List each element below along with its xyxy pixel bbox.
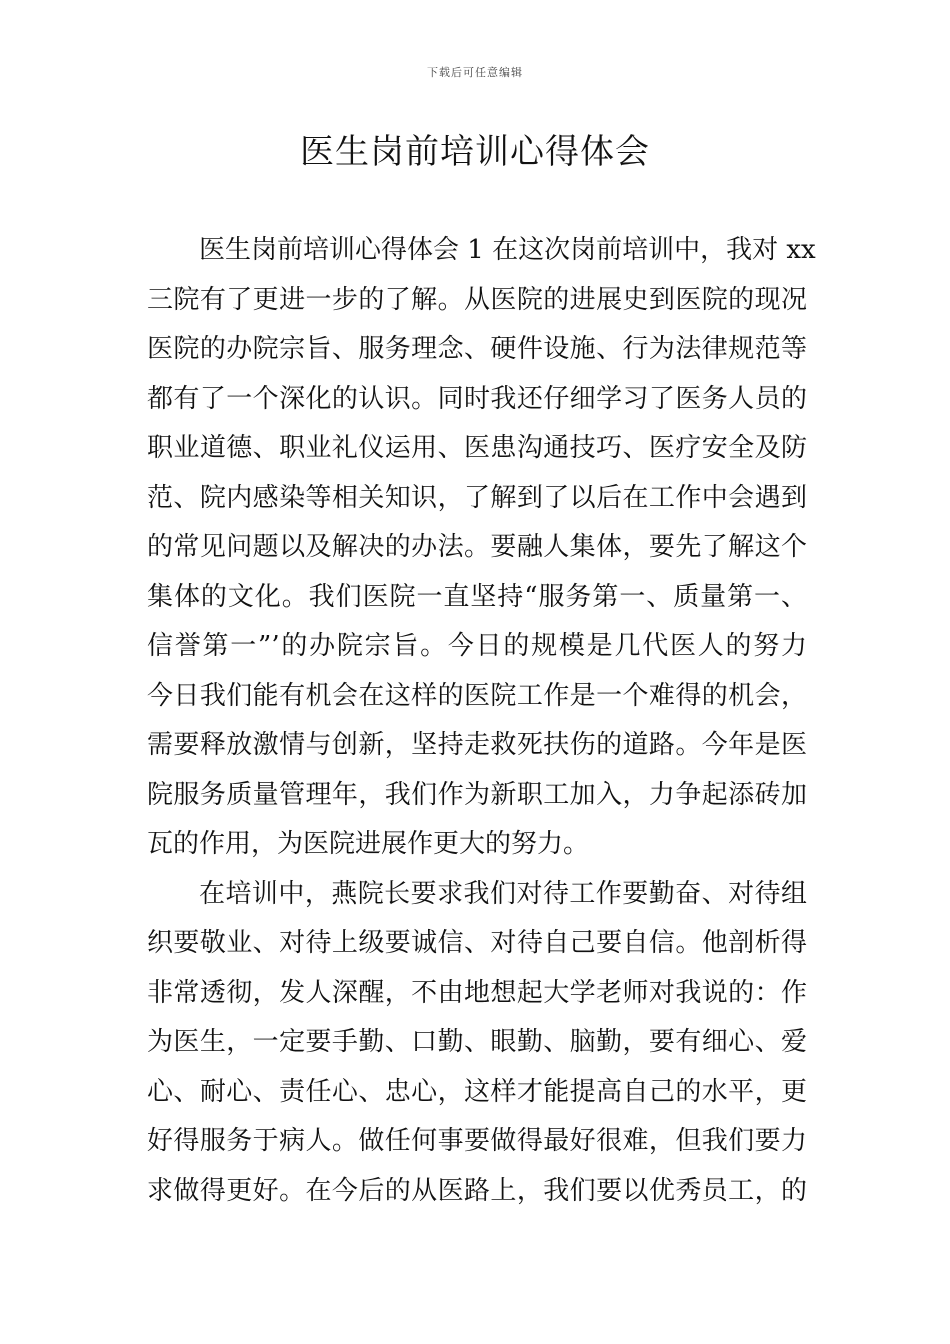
- paragraph-2: [147, 870, 807, 1217]
- paragraph-line: 范、院内感染等相关知识，了解到了以后在工作中会遇到: [147, 482, 807, 513]
- paragraph-line: 都有了一个深化的认识。同时我还仔细学习了医务人员的: [147, 383, 807, 414]
- paragraph-line: 织要敬业、对待上级要诚信、对待自己要自信。他剖析得: [147, 928, 807, 958]
- paragraph-line: 瓦的作用，为医院进展作更大的努力。: [147, 829, 590, 859]
- header-note: 下载后可任意编辑: [427, 66, 523, 79]
- paragraph-line: 医生岗前培训心得体会 1 在这次岗前培训中，我对 xx: [199, 235, 816, 265]
- paragraph-line: 求做得更好。在今后的从医路上，我们要以优秀员工，的: [147, 1175, 807, 1206]
- paragraph-line: 三院有了更进一步的了解。从医院的进展史到医院的现况: [147, 284, 807, 315]
- paragraph-line: 职业道德、职业礼仪运用、医患沟通技巧、医疗安全及防: [147, 433, 807, 463]
- document-title: 医生岗前培训心得体会: [300, 132, 650, 172]
- paragraph-1: [147, 226, 816, 870]
- paragraph-line: 信誉第一”’的办院宗旨。今日的规模是几代医人的努力: [147, 631, 807, 661]
- paragraph-line: 今日我们能有机会在这样的医院工作是一个难得的机会，: [147, 680, 807, 711]
- paragraph-line: 在培训中，燕院长要求我们对待工作要勤奋、对待组: [199, 878, 807, 909]
- paragraph-line: 心、耐心、责任心、忠心，这样才能提高自己的水平，更: [147, 1076, 807, 1107]
- paragraph-line: 好得服务于病人。做任何事要做得最好很难，但我们要力: [147, 1126, 807, 1156]
- document-body: [147, 226, 816, 1216]
- paragraph-line: 为医生，一定要手勤、口勤、眼勤、脑勤，要有细心、爱: [147, 1027, 807, 1057]
- paragraph-line: 集体的文化。我们医院一直坚持“服务第一、质量第一、: [147, 581, 807, 612]
- paragraph-line: 需要释放激情与创新，坚持走救死扶伤的道路。今年是医: [147, 730, 807, 760]
- paragraph-line: 医院的办院宗旨、服务理念、硬件设施、行为法律规范等: [147, 334, 807, 364]
- paragraph-line: 的常见问题以及解决的办法。要融人集体，要先了解这个: [147, 532, 807, 562]
- paragraph-line: 院服务质量管理年，我们作为新职工加入，力争起添砖加: [147, 779, 807, 810]
- paragraph-line: 非常透彻，发人深醒，不由地想起大学老师对我说的：作: [147, 977, 807, 1008]
